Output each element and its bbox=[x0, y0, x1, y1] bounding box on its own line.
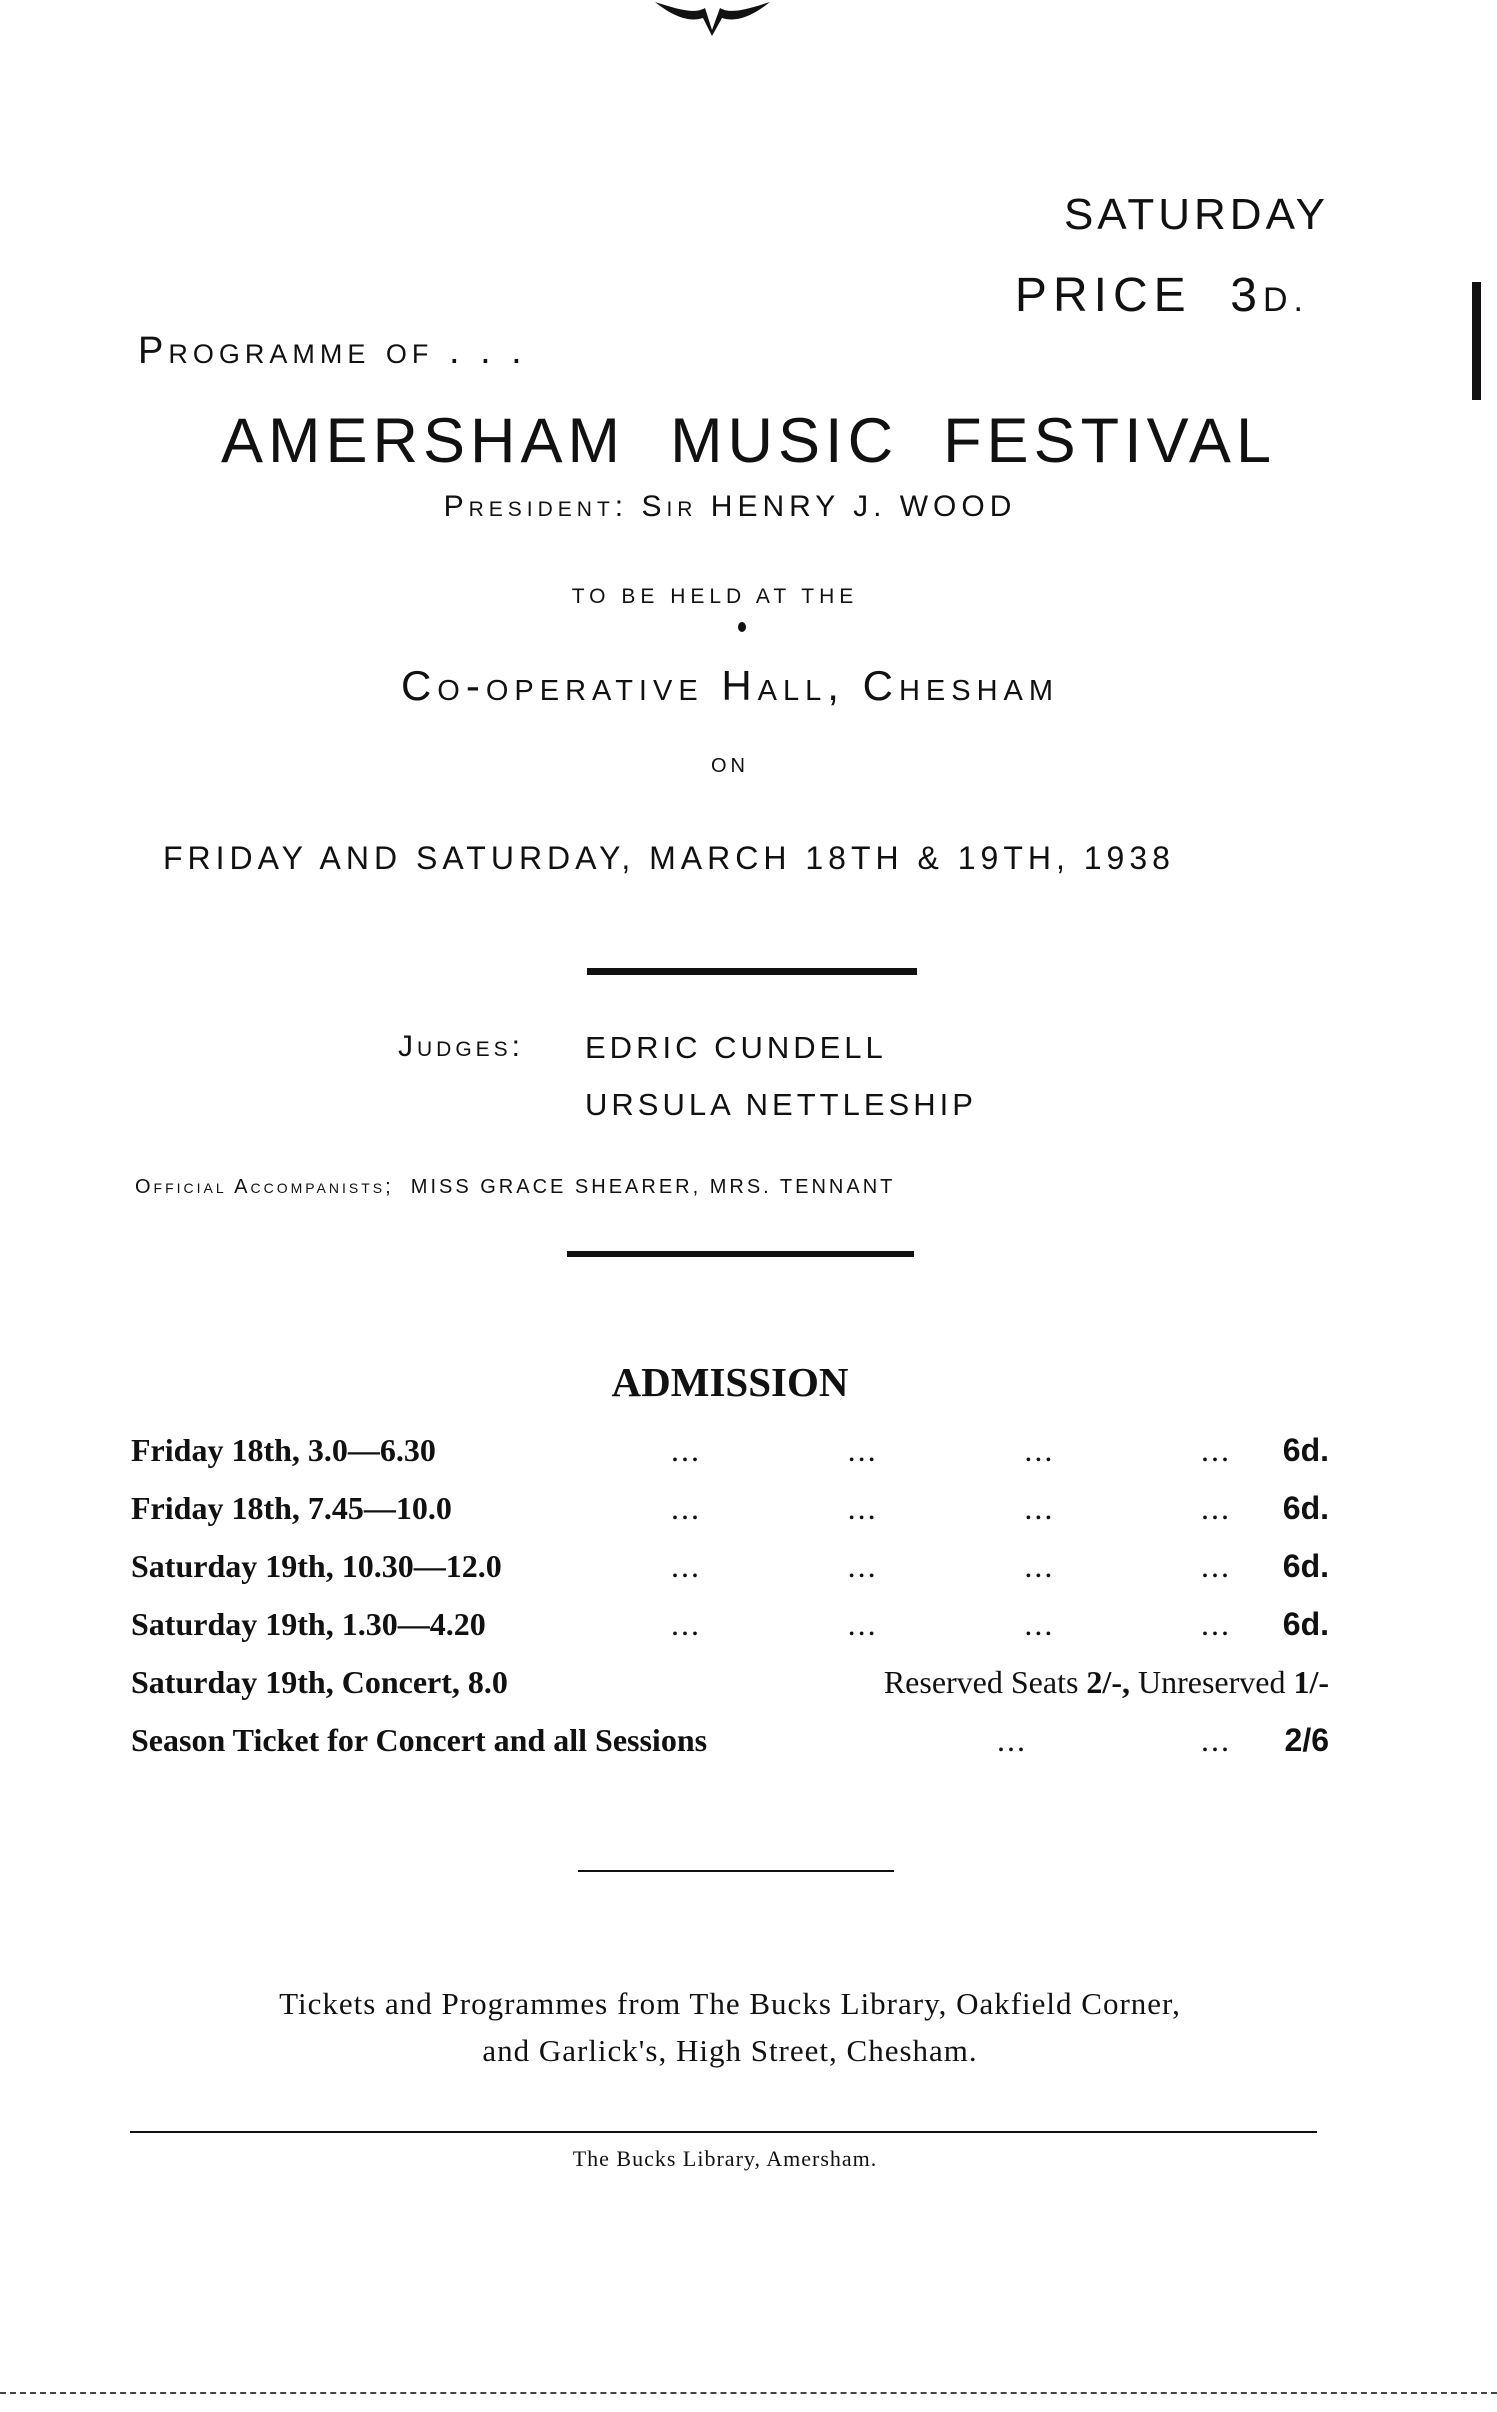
venue-line: Co-operative Hall, Chesham bbox=[400, 662, 1060, 709]
held-at-line: TO BE HELD AT THE bbox=[571, 585, 859, 608]
divider bbox=[567, 1251, 914, 1257]
admission-row-concert bbox=[131, 1664, 1329, 1722]
dot-leaders: ... ... ... ... bbox=[671, 1548, 1231, 1584]
on-line: ON bbox=[711, 755, 749, 777]
reserved-price: 2/-, bbox=[1086, 1664, 1130, 1700]
dot-leaders: ... ... ... ... bbox=[671, 1432, 1231, 1468]
programme-label: Programme of . . . bbox=[138, 330, 527, 372]
edge-mark bbox=[1472, 282, 1481, 400]
price-value: 3 bbox=[1230, 269, 1263, 322]
row-price: 2/6 bbox=[1284, 1722, 1329, 1758]
judge-name: URSULA NETTLESHIP bbox=[585, 1087, 977, 1122]
price-label bbox=[1015, 268, 1309, 323]
title-part-1: AMERSHAM bbox=[221, 406, 626, 476]
row-label: Saturday 19th, 1.30—4.20 bbox=[131, 1606, 486, 1642]
tickets-line: Tickets and Programmes from The Bucks Library, Oakfield Corner, bbox=[279, 1986, 1181, 2021]
admission-row-season bbox=[131, 1722, 1329, 1780]
row-label: Friday 18th, 7.45—10.0 bbox=[131, 1490, 452, 1526]
dot-leaders: ... ... ... ... bbox=[671, 1606, 1231, 1642]
judge-name: EDRIC CUNDELL bbox=[585, 1030, 887, 1065]
concert-prices bbox=[884, 1664, 1329, 1701]
tickets-line: and Garlick's, High Street, Chesham. bbox=[482, 2033, 978, 2068]
page-edge-line bbox=[0, 2392, 1497, 2394]
dot-leaders: ... ... ... ... bbox=[671, 1490, 1231, 1526]
admission-row bbox=[131, 1490, 1329, 1548]
judges-label: Judges: bbox=[398, 1030, 525, 1063]
accompanists-label: Official Accompanists; bbox=[135, 1176, 394, 1198]
printer-footer: The Bucks Library, Amersham. bbox=[572, 2146, 878, 2171]
admission-table bbox=[131, 1432, 1329, 1780]
row-label: Saturday 19th, Concert, 8.0 bbox=[131, 1664, 508, 1700]
divider bbox=[587, 968, 917, 975]
row-label: Season Ticket for Concert and all Sessions bbox=[131, 1722, 708, 1758]
president-line: President: Sir HENRY J. WOOD bbox=[443, 490, 1017, 523]
admission-row bbox=[131, 1548, 1329, 1606]
bullet-dot bbox=[738, 622, 746, 632]
row-price: 6d. bbox=[1282, 1432, 1329, 1468]
unreserved-text: Unreserved bbox=[1137, 1664, 1286, 1700]
unreserved-price: 1/- bbox=[1293, 1664, 1329, 1700]
reserved-text: Reserved Seats bbox=[883, 1664, 1079, 1700]
accompanists-names: MISS GRACE SHEARER, MRS. TENNANT bbox=[410, 1176, 896, 1198]
tickets-info bbox=[0, 1980, 1460, 2074]
accompanists-line bbox=[135, 1176, 895, 1199]
row-price: 6d. bbox=[1282, 1548, 1329, 1584]
row-price: 6d. bbox=[1282, 1490, 1329, 1526]
price-text: PRICE bbox=[1014, 269, 1192, 322]
divider bbox=[130, 2131, 1317, 2133]
divider bbox=[578, 1870, 894, 1872]
admission-row bbox=[131, 1606, 1329, 1664]
dates-line: FRIDAY AND SATURDAY, MARCH 18TH & 19TH, 1938 bbox=[163, 840, 1175, 876]
page-title bbox=[0, 405, 1497, 477]
row-label: Friday 18th, 3.0—6.30 bbox=[131, 1432, 436, 1468]
admission-heading: ADMISSION bbox=[611, 1359, 849, 1405]
row-price: 6d. bbox=[1282, 1606, 1329, 1642]
ornament-icon bbox=[650, 0, 775, 38]
day-label: SATURDAY bbox=[1063, 190, 1329, 239]
row-label: Saturday 19th, 10.30—12.0 bbox=[131, 1548, 502, 1584]
dot-leaders: ... ... bbox=[997, 1722, 1231, 1758]
title-part-3: FESTIVAL bbox=[943, 406, 1276, 476]
admission-row bbox=[131, 1432, 1329, 1490]
price-suffix: D. bbox=[1263, 281, 1309, 319]
title-part-2: MUSIC bbox=[670, 406, 899, 476]
